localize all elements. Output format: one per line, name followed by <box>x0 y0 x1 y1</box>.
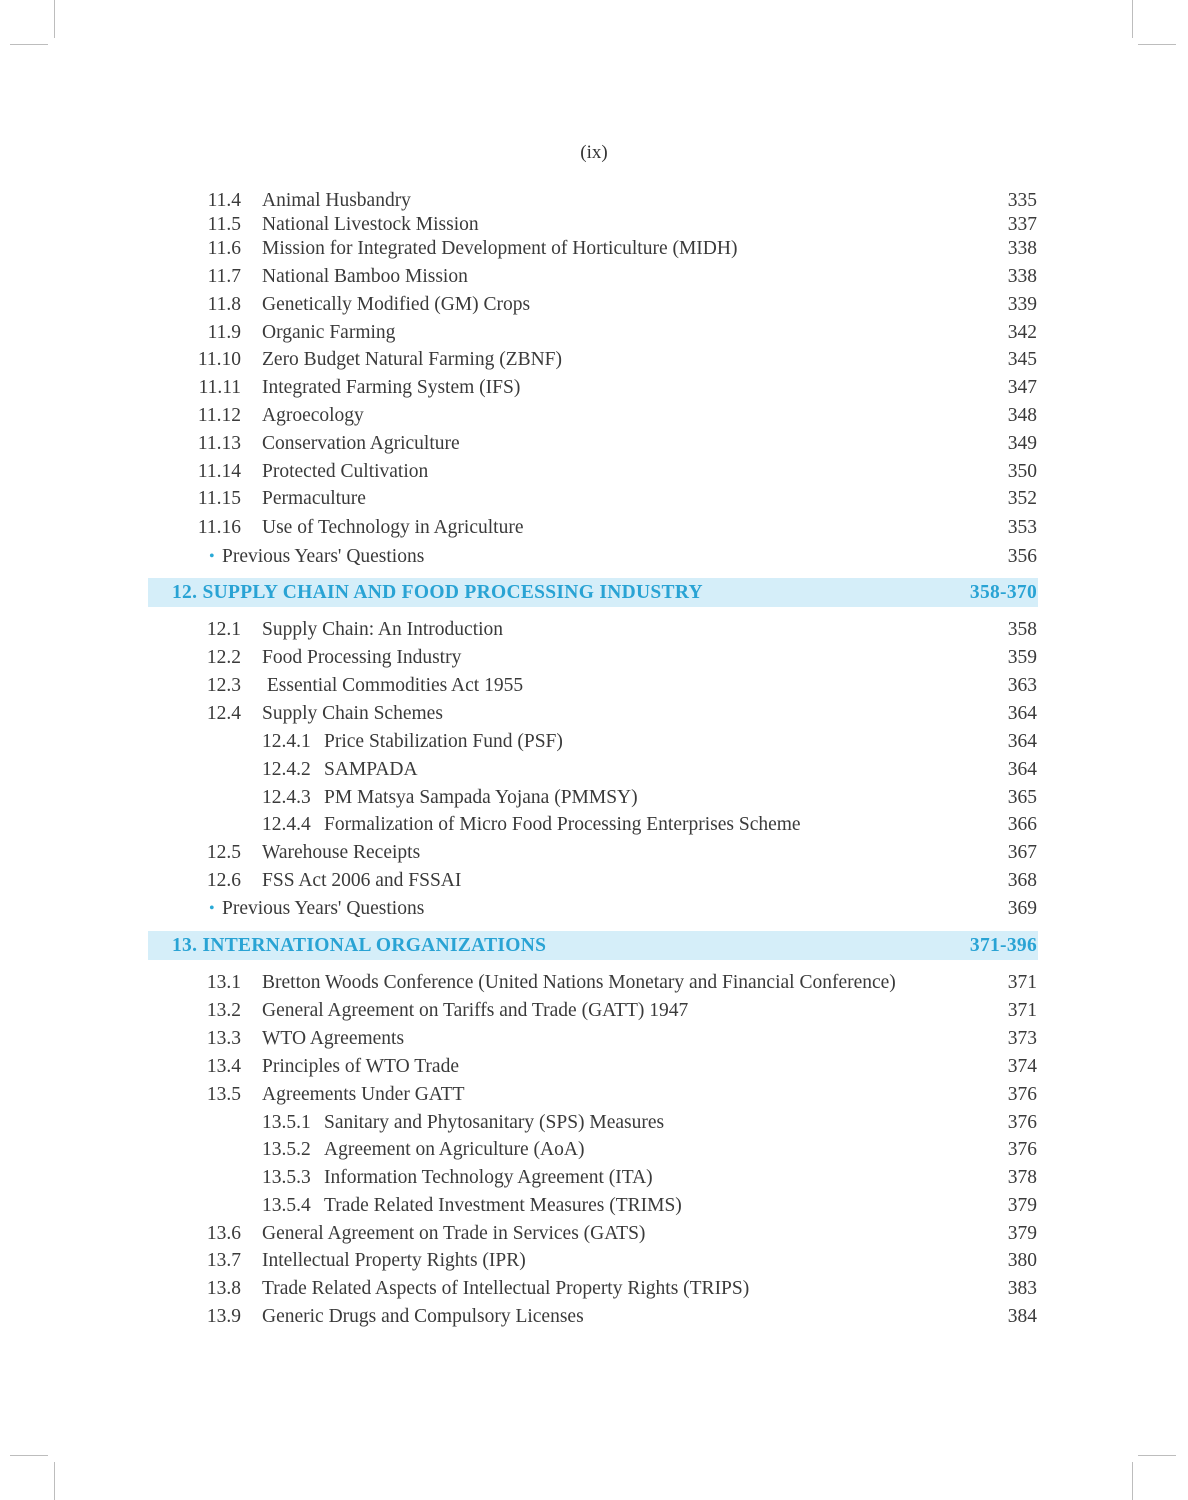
entry-number: 13.8 <box>206 1278 241 1299</box>
subentry-number: 13.5.2 <box>262 1139 311 1160</box>
entry-page: 356 <box>1007 546 1037 567</box>
entry-title: Food Processing Industry <box>262 647 462 668</box>
toc-entry[interactable] <box>0 347 1188 373</box>
entry-title: National Livestock Mission <box>262 214 479 235</box>
entry-number: 11.8 <box>207 294 241 315</box>
toc-entry[interactable] <box>0 292 1188 318</box>
entry-page: 363 <box>1007 675 1037 696</box>
entry-page: 384 <box>1007 1306 1037 1327</box>
entry-title: Conservation Agriculture <box>262 433 460 454</box>
entry-page: 337 <box>1007 214 1037 235</box>
entry-title: Supply Chain: An Introduction <box>262 619 504 640</box>
entry-page: 349 <box>1007 433 1037 454</box>
entry-number: 11.13 <box>197 433 241 454</box>
chapter-heading-12[interactable] <box>148 578 1038 607</box>
entry-title: Genetically Modified (GM) Crops <box>262 294 531 315</box>
entry-page: 380 <box>1007 1250 1037 1271</box>
entry-number: 11.12 <box>197 405 241 426</box>
subentry-number: 12.4.4 <box>262 814 311 835</box>
entry-number: 13.5 <box>206 1084 241 1105</box>
entry-number: 11.6 <box>207 238 241 259</box>
entry-number: 13.1 <box>206 972 241 993</box>
toc-entry[interactable] <box>0 701 1188 727</box>
subentry-title: Trade Related Investment Measures (TRIMS) <box>324 1195 682 1216</box>
toc-entry[interactable] <box>0 673 1188 699</box>
toc-entry[interactable] <box>0 431 1188 457</box>
entry-page: 352 <box>1007 488 1037 509</box>
chapter-page-range: 358-370 <box>969 582 1037 603</box>
entry-title: Warehouse Receipts <box>262 842 421 863</box>
entry-page: 367 <box>1007 842 1037 863</box>
bullet-icon: • <box>209 548 215 565</box>
toc-entry[interactable] <box>0 840 1188 866</box>
subentry-title: Agreement on Agriculture (AoA) <box>324 1139 585 1160</box>
entry-page: 358 <box>1007 619 1037 640</box>
page-number: (ix) <box>580 142 608 163</box>
entry-number: 11.7 <box>207 266 241 287</box>
entry-title: Integrated Farming System (IFS) <box>262 377 521 398</box>
entry-page: 374 <box>1007 1056 1037 1077</box>
crop-mark-top-right-horizontal <box>1138 44 1176 45</box>
toc-entry[interactable] <box>0 188 1188 214</box>
toc-entry[interactable] <box>0 375 1188 401</box>
crop-mark-bottom-left-vertical <box>54 1462 55 1500</box>
entry-page: 338 <box>1007 238 1037 259</box>
toc-entry[interactable] <box>0 403 1188 429</box>
entry-number: 13.3 <box>206 1028 241 1049</box>
toc-entry[interactable] <box>0 645 1188 671</box>
toc-entry[interactable] <box>0 459 1188 485</box>
toc-entry[interactable] <box>0 486 1188 512</box>
entry-title: Agreements Under GATT <box>262 1084 465 1105</box>
entry-title: General Agreement on Tariffs and Trade (GATT) 1947 <box>262 1000 689 1021</box>
entry-page: 350 <box>1007 461 1037 482</box>
toc-entry[interactable] <box>0 1276 1188 1302</box>
toc-subentry[interactable] <box>0 785 1188 811</box>
crop-mark-top-left-vertical <box>54 0 55 38</box>
entry-title: General Agreement on Trade in Services (GATS) <box>262 1223 646 1244</box>
toc-subentry[interactable] <box>0 1110 1188 1136</box>
subentry-number: 13.5.4 <box>262 1195 311 1216</box>
toc-entry[interactable] <box>0 617 1188 643</box>
toc-entry[interactable] <box>0 868 1188 894</box>
entry-page: 383 <box>1007 1278 1037 1299</box>
toc-subentry[interactable] <box>0 1193 1188 1219</box>
entry-page: 379 <box>1007 1195 1037 1216</box>
chapter-heading-13[interactable] <box>148 931 1038 960</box>
entry-title: FSS Act 2006 and FSSAI <box>262 870 462 891</box>
crop-mark-bottom-left-horizontal <box>10 1455 48 1456</box>
toc-entry[interactable] <box>0 212 1188 238</box>
entry-number: 12.1 <box>206 619 241 640</box>
toc-entry[interactable] <box>0 320 1188 346</box>
entry-title: Permaculture <box>262 488 366 509</box>
chapter-page-range: 371-396 <box>969 935 1037 956</box>
toc-entry[interactable] <box>0 1054 1188 1080</box>
entry-page: 364 <box>1007 703 1037 724</box>
entry-title: Intellectual Property Rights (IPR) <box>262 1250 526 1271</box>
toc-entry[interactable] <box>0 264 1188 290</box>
entry-number: 12.3 <box>206 675 241 696</box>
toc-subentry[interactable] <box>0 1137 1188 1163</box>
entry-number: 13.9 <box>206 1306 241 1327</box>
subentry-title: SAMPADA <box>324 759 418 780</box>
crop-mark-bottom-right-vertical <box>1132 1462 1133 1500</box>
entry-number: 13.6 <box>206 1223 241 1244</box>
entry-number: 13.4 <box>206 1056 241 1077</box>
crop-mark-bottom-right-horizontal <box>1138 1455 1176 1456</box>
entry-title: National Bamboo Mission <box>262 266 468 287</box>
entry-title: Organic Farming <box>262 322 396 343</box>
entry-title: Trade Related Aspects of Intellectual Property Rights (TRIPS) <box>262 1278 750 1299</box>
toc-entry[interactable] <box>0 1221 1188 1247</box>
entry-page: 345 <box>1007 349 1037 370</box>
entry-title: Animal Husbandry <box>262 190 411 211</box>
subentry-title: Price Stabilization Fund (PSF) <box>324 731 563 752</box>
entry-number: 13.7 <box>206 1250 241 1271</box>
previous-years-questions-entry[interactable] <box>0 544 1188 570</box>
entry-number: 12.5 <box>206 842 241 863</box>
entry-page: 364 <box>1007 759 1037 780</box>
entry-number: 12.4 <box>206 703 241 724</box>
entry-page: 373 <box>1007 1028 1037 1049</box>
chapter-title: 13. INTERNATIONAL ORGANIZATIONS <box>172 935 547 956</box>
entry-title: Principles of WTO Trade <box>262 1056 459 1077</box>
toc-subentry[interactable] <box>0 729 1188 755</box>
entry-page: 365 <box>1007 787 1037 808</box>
entry-number: 13.2 <box>206 1000 241 1021</box>
crop-mark-top-right-vertical <box>1132 0 1133 38</box>
subentry-number: 13.5.1 <box>262 1112 311 1133</box>
bullet-icon: • <box>209 900 215 917</box>
entry-title: Bretton Woods Conference (United Nations Monetary and Financial Conference) <box>262 972 896 993</box>
entry-title: Use of Technology in Agriculture <box>262 517 524 538</box>
entry-number: 12.6 <box>206 870 241 891</box>
subentry-number: 12.4.2 <box>262 759 311 780</box>
entry-page: 347 <box>1007 377 1037 398</box>
subentry-number: 12.4.3 <box>262 787 311 808</box>
subentry-title: PM Matsya Sampada Yojana (PMMSY) <box>324 787 638 808</box>
entry-title: WTO Agreements <box>262 1028 405 1049</box>
entry-page: 342 <box>1007 322 1037 343</box>
entry-page: 364 <box>1007 731 1037 752</box>
toc-subentry[interactable] <box>0 812 1188 838</box>
entry-page: 353 <box>1007 517 1037 538</box>
entry-page: 376 <box>1007 1112 1037 1133</box>
toc-entry[interactable] <box>0 970 1188 996</box>
entry-number: 11.11 <box>198 377 241 398</box>
entry-number: 11.10 <box>197 349 241 370</box>
crop-mark-top-left-horizontal <box>10 44 48 45</box>
toc-entry[interactable] <box>0 998 1188 1024</box>
previous-years-questions-entry[interactable] <box>0 896 1188 922</box>
entry-number: 11.15 <box>197 488 241 509</box>
entry-title: Previous Years' Questions <box>222 546 425 567</box>
entry-page: 379 <box>1007 1223 1037 1244</box>
entry-page: 335 <box>1007 190 1037 211</box>
entry-number: 11.4 <box>207 190 241 211</box>
toc-entry[interactable] <box>0 1026 1188 1052</box>
entry-page: 371 <box>1007 972 1037 993</box>
entry-number: 11.5 <box>207 214 241 235</box>
subentry-title: Formalization of Micro Food Processing Enterprises Scheme <box>324 814 801 835</box>
entry-page: 371 <box>1007 1000 1037 1021</box>
entry-page: 339 <box>1007 294 1037 315</box>
entry-page: 348 <box>1007 405 1037 426</box>
toc-entry[interactable] <box>0 1082 1188 1108</box>
entry-page: 376 <box>1007 1084 1037 1105</box>
subentry-title: Sanitary and Phytosanitary (SPS) Measures <box>324 1112 665 1133</box>
toc-entry[interactable] <box>0 236 1188 262</box>
entry-number: 11.9 <box>207 322 241 343</box>
toc-subentry[interactable] <box>0 757 1188 783</box>
subentry-title: Information Technology Agreement (ITA) <box>324 1167 653 1188</box>
entry-title: Generic Drugs and Compulsory Licenses <box>262 1306 584 1327</box>
entry-title: Protected Cultivation <box>262 461 429 482</box>
entry-title: Zero Budget Natural Farming (ZBNF) <box>262 349 563 370</box>
entry-title: Previous Years' Questions <box>222 898 425 919</box>
entry-title: Agroecology <box>262 405 364 426</box>
toc-subentry[interactable] <box>0 1165 1188 1191</box>
entry-page: 368 <box>1007 870 1037 891</box>
subentry-number: 13.5.3 <box>262 1167 311 1188</box>
entry-number: 11.14 <box>197 461 241 482</box>
entry-page: 359 <box>1007 647 1037 668</box>
entry-page: 338 <box>1007 266 1037 287</box>
toc-entry[interactable] <box>0 515 1188 541</box>
entry-title: Mission for Integrated Development of Horticulture (MIDH) <box>262 238 738 259</box>
chapter-title: 12. SUPPLY CHAIN AND FOOD PROCESSING INDUSTRY <box>172 582 703 603</box>
entry-page: 369 <box>1007 898 1037 919</box>
toc-entry[interactable] <box>0 1248 1188 1274</box>
subentry-number: 12.4.1 <box>262 731 311 752</box>
entry-number: 12.2 <box>206 647 241 668</box>
entry-page: 378 <box>1007 1167 1037 1188</box>
entry-title: Supply Chain Schemes <box>262 703 443 724</box>
entry-page: 376 <box>1007 1139 1037 1160</box>
toc-entry[interactable] <box>0 1304 1188 1330</box>
entry-number: 11.16 <box>197 517 241 538</box>
entry-page: 366 <box>1007 814 1037 835</box>
entry-title: Essential Commodities Act 1955 <box>262 675 524 696</box>
